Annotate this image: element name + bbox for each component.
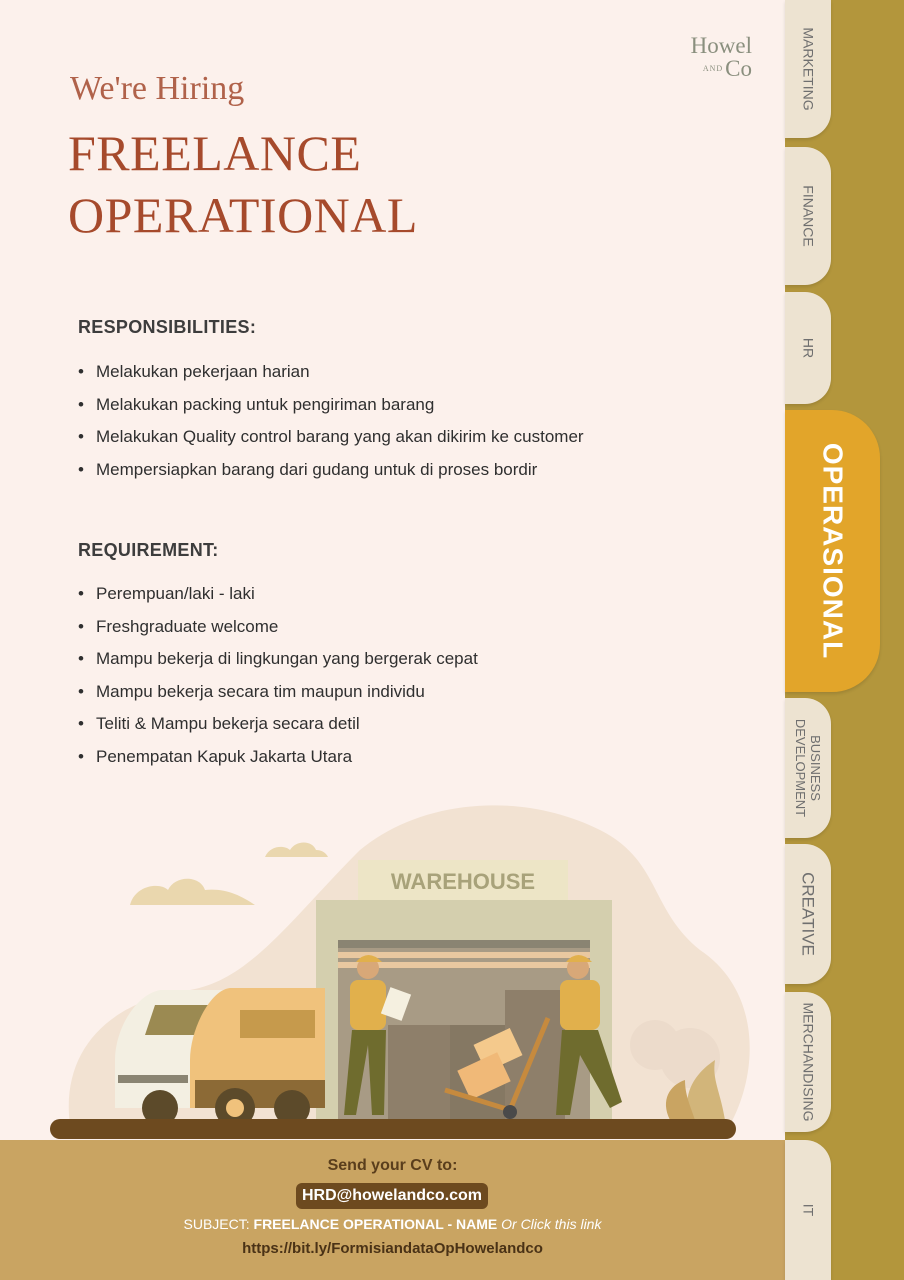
warehouse-sign-text: WAREHOUSE xyxy=(390,869,536,894)
company-logo xyxy=(668,34,752,80)
subject-suffix: Or Click this link xyxy=(501,1216,602,1232)
tab-business-line-2: DEVELOPMENT xyxy=(793,718,808,818)
tab-finance-label: FINANCE xyxy=(800,185,817,247)
cloud-icon xyxy=(130,879,255,905)
list-item: • Freshgraduate welcome xyxy=(78,611,478,644)
tab-marketing[interactable] xyxy=(785,0,831,138)
logo-line-2: AND xyxy=(702,63,724,73)
tab-hr[interactable] xyxy=(785,292,831,404)
tab-creative-label: CREATIVE xyxy=(798,872,818,956)
tab-marketing-label: MARKETING xyxy=(800,27,817,111)
title-line-1: FREELANCE xyxy=(68,125,362,181)
tab-it[interactable] xyxy=(785,1140,831,1280)
list-item: • Mampu bekerja secara tim maupun individu xyxy=(78,676,478,709)
footer xyxy=(0,1140,785,1280)
form-link[interactable]: https://bit.ly/FormisiandataOpHowelandco xyxy=(242,1240,543,1257)
list-item: • Penempatan Kapuk Jakarta Utara xyxy=(78,741,478,774)
list-item: • Mempersiapkan barang dari gudang untuk di proses bordir xyxy=(78,454,584,487)
title-line-2: OPERATIONAL xyxy=(68,187,418,243)
tab-operasional-label: OPERASIONAL xyxy=(817,442,848,660)
logo-line-3: Co xyxy=(725,56,752,81)
warehouse-illustration xyxy=(0,790,785,1145)
subject-prefix: SUBJECT: xyxy=(183,1216,250,1232)
tab-business-development[interactable] xyxy=(785,698,831,838)
tab-business-line-1: BUSINESS xyxy=(808,735,823,801)
subject-value: FREELANCE OPERATIONAL - NAME xyxy=(253,1216,498,1232)
list-item: • Teliti & Mampu bekerja secara detil xyxy=(78,708,478,741)
send-cv-label: Send your CV to: xyxy=(327,1157,458,1174)
tab-hr-label: HR xyxy=(800,337,817,359)
worker-body xyxy=(350,980,386,1030)
requirement-list xyxy=(78,578,478,773)
list-item: • Melakukan Quality control barang yang akan dikirim ke customer xyxy=(78,421,584,454)
tab-business-development-label xyxy=(793,719,823,817)
responsibilities-heading: RESPONSIBILITIES: xyxy=(78,317,257,337)
tab-merchandising-label: MERCHANDISING xyxy=(800,1002,817,1122)
subject-line xyxy=(0,1216,785,1232)
hiring-subtitle: We're Hiring xyxy=(70,70,245,107)
logo-line-1: Howel xyxy=(690,33,752,58)
tab-operasional[interactable] xyxy=(785,410,880,692)
tab-it-label: IT xyxy=(800,1203,817,1217)
list-item: • Mampu bekerja di lingkungan yang bergerak cepat xyxy=(78,643,478,676)
tab-merchandising[interactable] xyxy=(785,992,831,1132)
tab-creative[interactable] xyxy=(785,844,831,984)
cloud-icon xyxy=(265,843,328,858)
tab-finance[interactable] xyxy=(785,147,831,285)
email-link[interactable]: HRD@howelandco.com xyxy=(296,1183,488,1209)
page-title xyxy=(68,122,418,246)
ground-strip xyxy=(50,1119,736,1139)
responsibilities-list xyxy=(78,356,584,486)
worker-body xyxy=(560,980,600,1030)
requirement-heading: REQUIREMENT: xyxy=(78,540,219,560)
list-item: • Melakukan pekerjaan harian xyxy=(78,356,584,389)
list-item: • Melakukan packing untuk pengiriman barang xyxy=(78,389,584,422)
list-item: • Perempuan/laki - laki xyxy=(78,578,478,611)
